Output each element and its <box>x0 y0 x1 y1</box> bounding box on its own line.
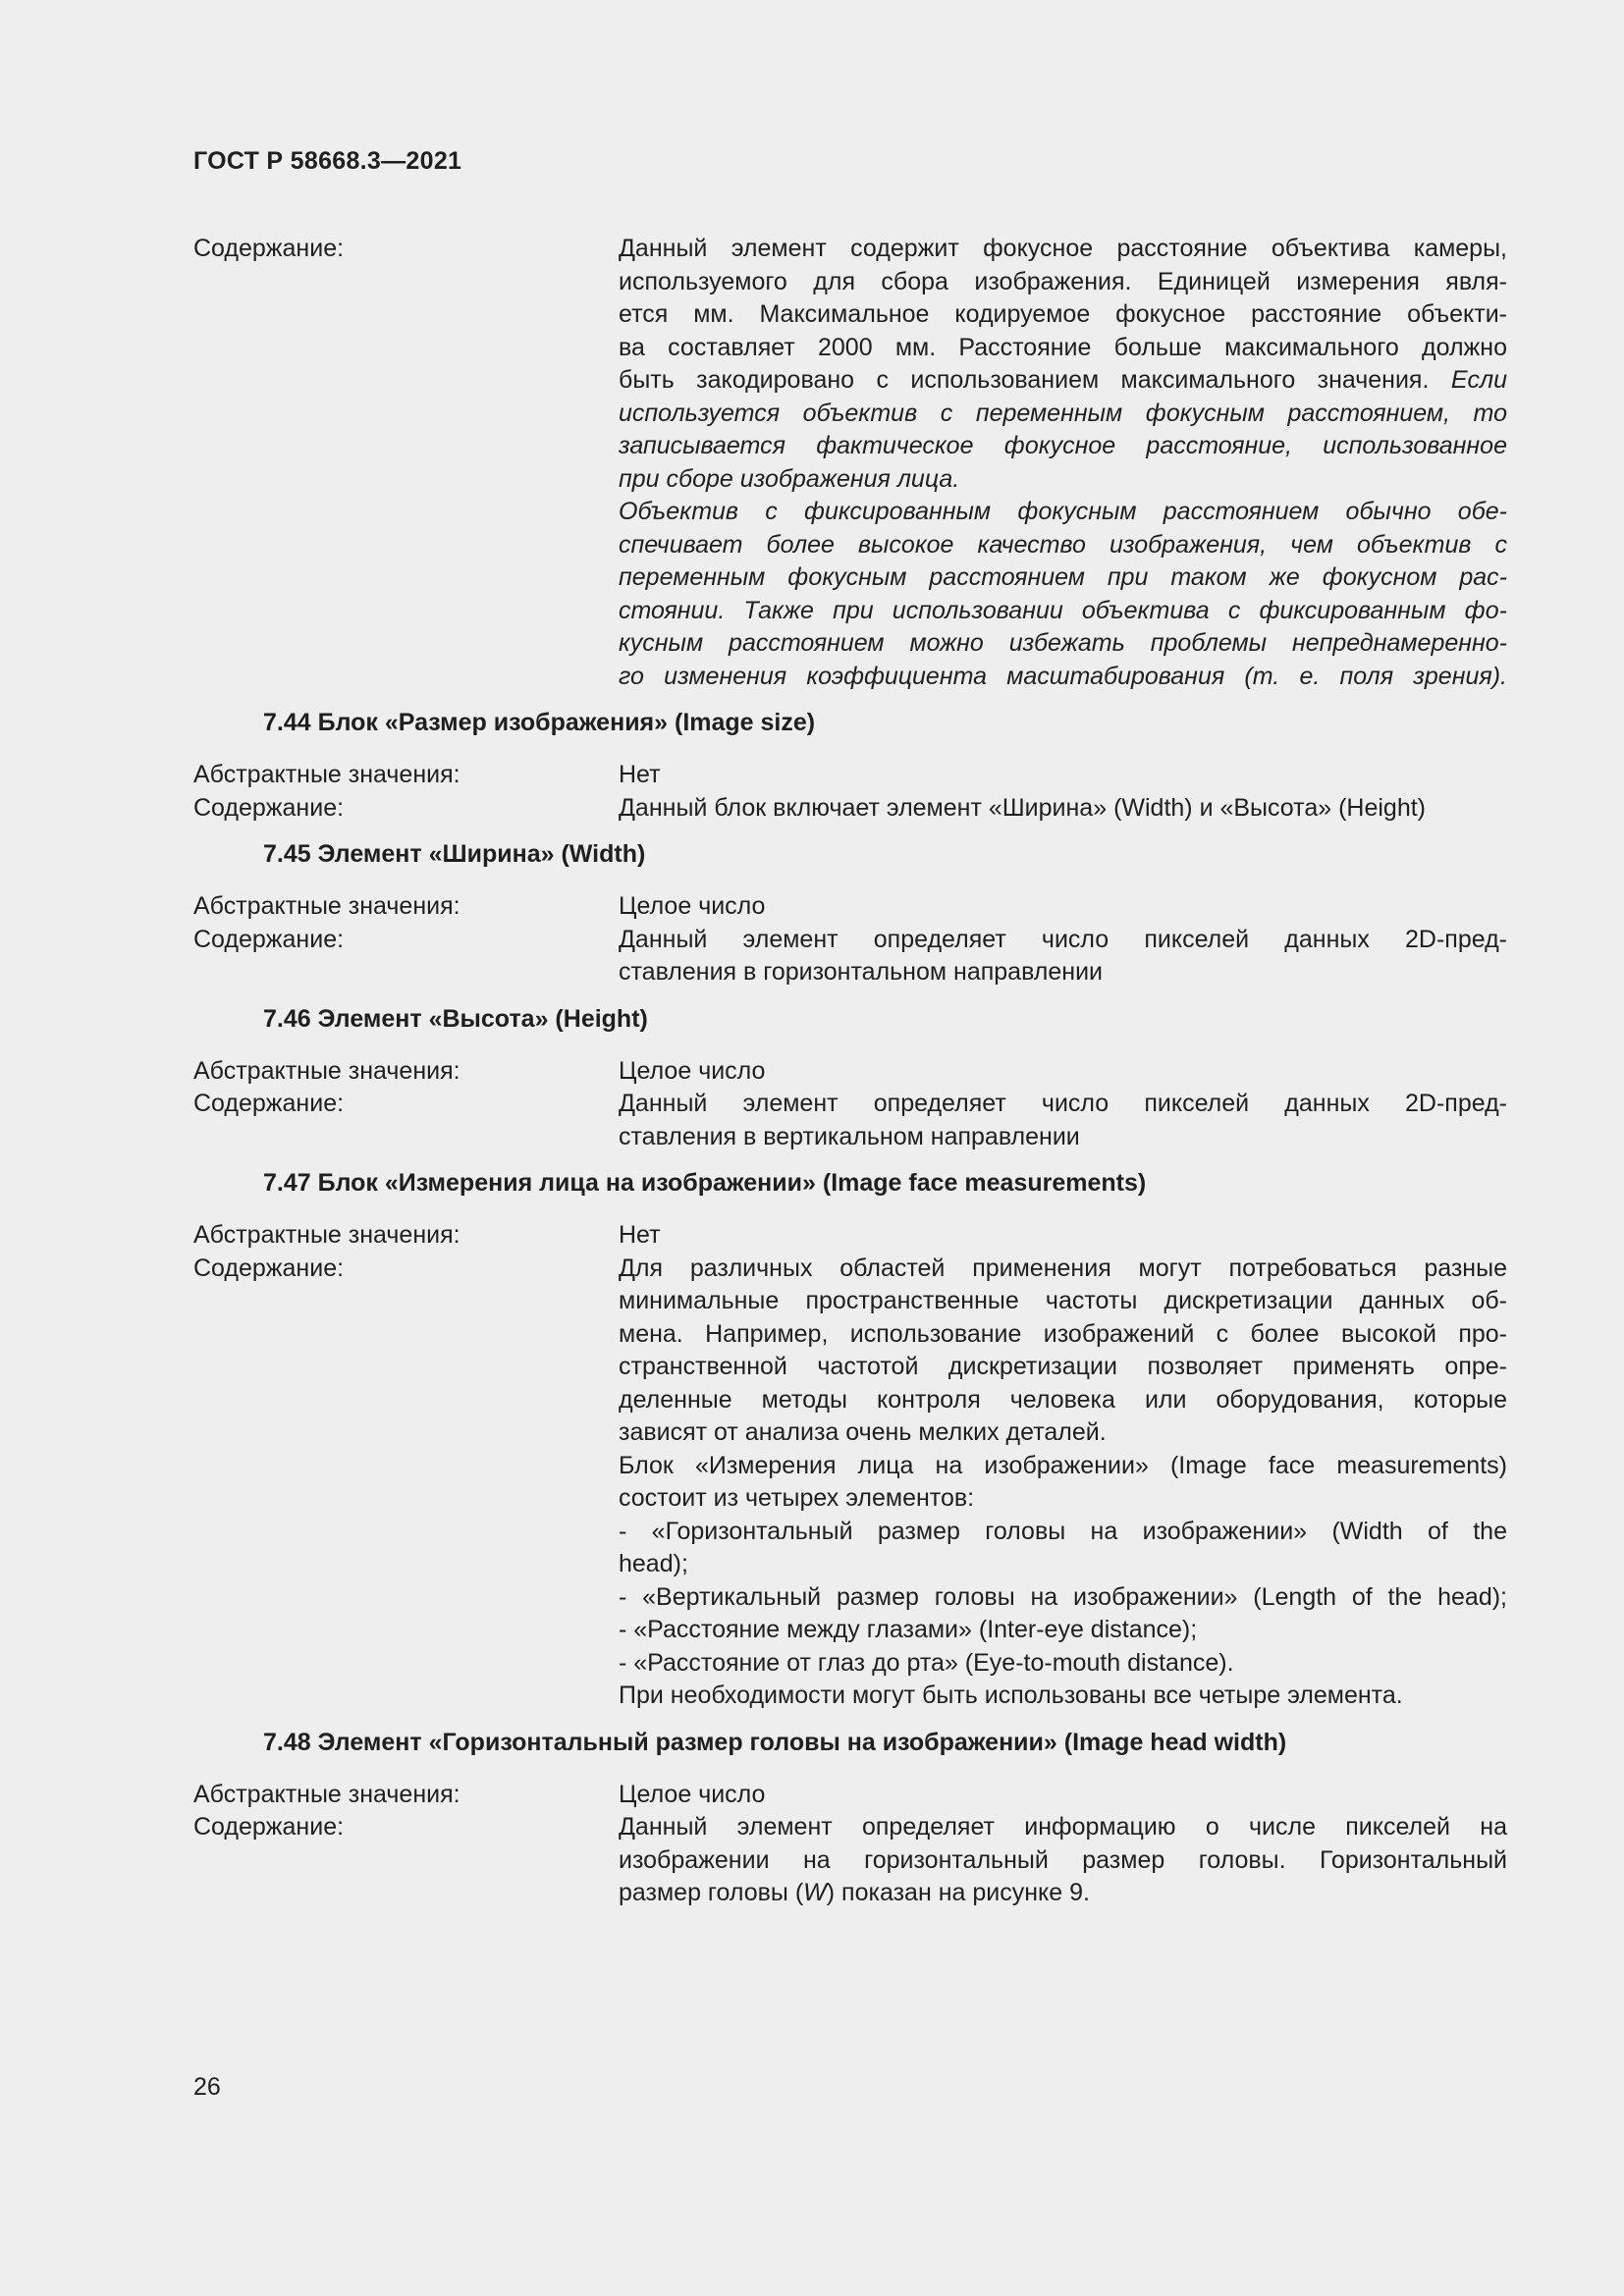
text-run: используется объектив с переменным фокусным расстоянием, то <box>619 399 1507 427</box>
text-line: деленные методы контроля человека или оборудования, которые <box>619 1385 1507 1414</box>
text-run: кусным расстоянием можно избежать проблемы непреднамеренно- <box>619 629 1507 657</box>
text-line: Данный элемент определяет число пикселей данных 2D-пред- <box>619 1090 1507 1117</box>
text-line: Данный блок включает элемент «Ширина» (Width) и «Высота» (Height) <box>619 793 1426 822</box>
abstract-values-value: Нет <box>619 1221 661 1249</box>
text-run: ) показан на рисунке 9. <box>826 1879 1090 1906</box>
abstract-values-value: Нет <box>619 761 661 788</box>
abstract-values-value: Целое число <box>619 1056 766 1085</box>
text-line <box>619 430 1507 463</box>
text-line <box>619 561 1507 595</box>
section-heading: 7.48 Элемент «Горизонтальный размер головы на изображении» (Image head width) <box>263 1728 1287 1756</box>
content-value <box>619 1253 1507 1713</box>
content-label: Содержание: <box>193 1090 345 1117</box>
section-heading: 7.44 Блок «Размер изображения» (Image size) <box>263 709 816 736</box>
content-value <box>619 1088 1507 1153</box>
text-line: - «Расстояние от глаз до рта» (Eye-to-mouth distance). <box>619 1648 1234 1677</box>
text-line <box>619 627 1507 661</box>
text-run: Если <box>1450 366 1507 394</box>
text-line: состоит из четырех элементов: <box>619 1484 975 1512</box>
text-line: Блок «Измерения лица на изображении» (Image face measurements) <box>619 1451 1507 1479</box>
text-run: Объектив с фиксированным фокусным расстоянием обычно обе- <box>619 498 1507 525</box>
abstract-values-row <box>193 1055 1507 1089</box>
text-line: ставления в вертикальном направлении <box>619 1122 1080 1150</box>
document-body <box>193 233 1507 1910</box>
text-run: спечивает более высокое качество изображения, чем объектив с <box>619 530 1507 559</box>
text-line: - «Вертикальный размер головы на изображении» (Length of the head); <box>619 1582 1507 1611</box>
text-line: Данный элемент определяет число пикселей данных 2D-пред- <box>619 925 1507 953</box>
content-value <box>619 1811 1507 1910</box>
text-line: - «Расстояние между глазами» (Inter-eye distance); <box>619 1616 1198 1643</box>
text-line <box>619 661 1507 694</box>
abstract-values-label: Абстрактные значения: <box>193 1056 460 1085</box>
content-label: Содержание: <box>193 793 345 822</box>
text-line <box>619 463 1507 497</box>
text-run: ется мм. Максимальное кодируемое фокусное расстояние объекти- <box>619 300 1507 328</box>
text-line: head); <box>619 1550 688 1577</box>
text-line <box>619 1877 1507 1910</box>
text-run: быть закодировано с использованием максимального значения. <box>619 366 1451 394</box>
abstract-values-label: Абстрактные значения: <box>193 761 460 788</box>
text-run: при сборе изображения лица. <box>619 464 960 493</box>
text-line: Данный элемент определяет информацию о числе пикселей на <box>619 1813 1507 1841</box>
text-line: ставления в горизонтальном направлении <box>619 958 1104 986</box>
content-value <box>619 792 1507 826</box>
content-value <box>619 233 1507 693</box>
text-run: используемого для сбора изображения. Единицей измерения явля- <box>619 267 1507 295</box>
content-value <box>619 924 1507 989</box>
text-line <box>619 595 1507 628</box>
text-line: изображении на горизонтальный размер головы. Горизонтальный <box>619 1845 1507 1874</box>
section-heading: 7.45 Элемент «Ширина» (Width) <box>263 840 646 868</box>
content-row <box>193 1088 1507 1153</box>
text-line <box>619 298 1507 332</box>
text-line: зависят от анализа очень мелких деталей. <box>619 1418 1107 1446</box>
text-line: минимальные пространственные частоты дискретизации данных об- <box>619 1287 1507 1314</box>
page-number: 26 <box>193 2073 221 2101</box>
content-row <box>193 1811 1507 1910</box>
abstract-values-row <box>193 890 1507 924</box>
abstract-values-row <box>193 1779 1507 1812</box>
text-line: Для различных областей применения могут потребоваться разные <box>619 1254 1507 1282</box>
abstract-values-label: Абстрактные значения: <box>193 1221 460 1249</box>
text-line <box>619 364 1507 398</box>
abstract-values-row <box>193 1219 1507 1253</box>
content-row <box>193 233 1507 693</box>
section-heading: 7.46 Элемент «Высота» (Height) <box>263 1004 648 1033</box>
content-row <box>193 1253 1507 1713</box>
text-run: ва составляет 2000 мм. Расстояние больше максимального должно <box>619 333 1507 361</box>
abstract-values-label: Абстрактные значения: <box>193 892 460 920</box>
content-row <box>193 924 1507 989</box>
section-heading: 7.47 Блок «Измерения лица на изображении» (Image face measurements) <box>263 1169 1147 1197</box>
text-line <box>619 266 1507 299</box>
text-line <box>619 233 1507 266</box>
abstract-values-label: Абстрактные значения: <box>193 1780 460 1808</box>
content-label: Содержание: <box>193 235 345 262</box>
text-run: го изменения коэффициента масштабирования (т. е. поля зрения). <box>619 662 1507 690</box>
text-line <box>619 332 1507 365</box>
text-line: При необходимости могут быть использованы все четыре элемента. <box>619 1682 1403 1709</box>
text-line <box>619 496 1507 529</box>
text-line <box>619 529 1507 562</box>
abstract-values-value: Целое число <box>619 892 766 920</box>
text-line <box>619 398 1507 431</box>
content-label: Содержание: <box>193 1254 345 1282</box>
text-line: - «Горизонтальный размер головы на изображении» (Width of the <box>619 1517 1507 1545</box>
content-label: Содержание: <box>193 1813 345 1841</box>
content-label: Содержание: <box>193 925 345 953</box>
text-run: записывается фактическое фокусное расстояние, использованное <box>619 432 1507 459</box>
text-run: W <box>803 1879 827 1906</box>
text-run: стоянии. Также при использовании объектива с фиксированным фо- <box>619 596 1507 624</box>
text-run: размер головы ( <box>619 1879 804 1906</box>
text-line: мена. Например, использование изображений с более высокой про- <box>619 1319 1507 1348</box>
text-run: Данный элемент содержит фокусное расстояние объектива камеры, <box>619 235 1507 262</box>
content-row <box>193 792 1507 826</box>
document-header: ГОСТ Р 58668.3—2021 <box>193 147 462 175</box>
abstract-values-value: Целое число <box>619 1780 766 1808</box>
text-run: переменным фокусным расстоянием при таком же фокусном рас- <box>619 563 1507 591</box>
abstract-values-row <box>193 759 1507 792</box>
text-line: странственной частотой дискретизации позволяет применять опре- <box>619 1353 1507 1380</box>
